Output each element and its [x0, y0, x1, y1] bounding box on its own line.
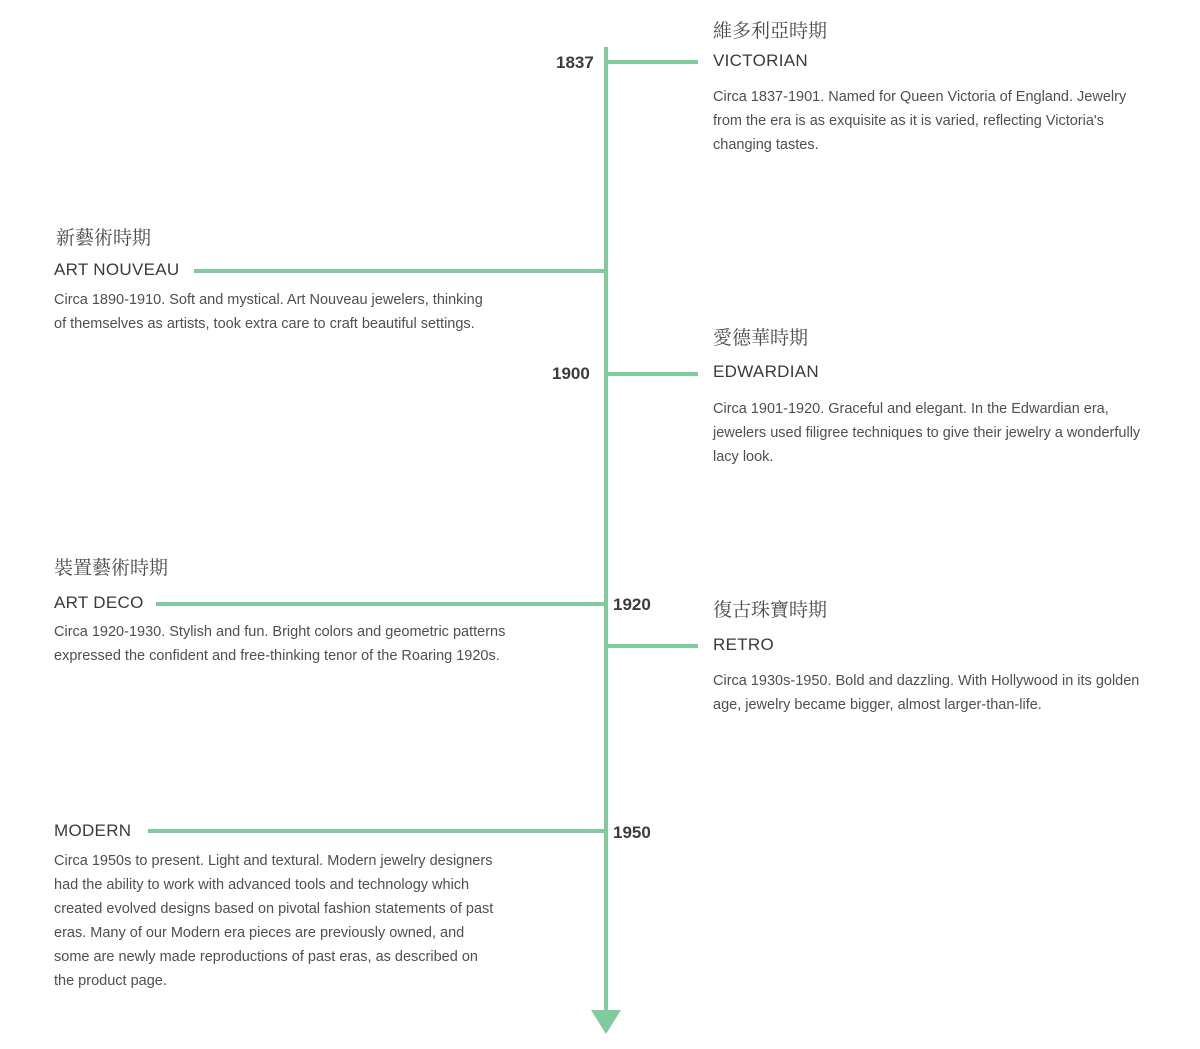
victorian-chinese-title: 維多利亞時期	[713, 20, 828, 42]
victorian-connector	[608, 60, 698, 64]
retro-connector	[608, 644, 698, 648]
modern-connector	[148, 829, 604, 833]
art-deco-chinese-title: 裝置藝術時期	[54, 557, 169, 579]
art-nouveau-title: ART NOUVEAU	[54, 260, 180, 279]
year-1950: 1950	[613, 823, 651, 842]
year-1920: 1920	[613, 595, 651, 614]
art-deco-description: Circa 1920-1930. Stylish and fun. Bright colors and geometric patterns expressed the confident and free-thinking tenor of the Roaring 1920s.	[54, 624, 506, 664]
victorian-title: VICTORIAN	[713, 51, 808, 70]
modern-title: MODERN	[54, 821, 132, 840]
art-nouveau-connector	[194, 269, 604, 273]
edwardian-description: Circa 1901-1920. Graceful and elegant. In the Edwardian era, jewelers used filigree techniques to give their jewelry a wonderfully lacy look.	[713, 401, 1141, 465]
timeline-arrow-down-icon	[591, 1010, 621, 1034]
art-nouveau-chinese-title: 新藝術時期	[56, 227, 152, 249]
year-1837: 1837	[556, 53, 594, 72]
victorian-description: Circa 1837-1901. Named for Queen Victoria of England. Jewelry from the era is as exquisite as it is varied, reflecting Victoria's changing tastes.	[713, 89, 1127, 153]
edwardian-chinese-title: 愛德華時期	[713, 327, 809, 349]
edwardian-connector	[608, 372, 698, 376]
retro-description: Circa 1930s-1950. Bold and dazzling. With Hollywood in its golden age, jewelry became bigger, almost larger-than-life.	[713, 673, 1140, 713]
timeline-axis	[604, 47, 608, 1012]
art-deco-connector	[156, 602, 604, 606]
modern-description: Circa 1950s to present. Light and textural. Modern jewelry designers had the ability to work with advanced tools and technology which created evolved designs based on pivotal fashion statements of past eras. Many of our Modern era pieces are previously owned, and some are newly made reproductions of past eras, as described on the product page.	[54, 853, 494, 989]
edwardian-title: EDWARDIAN	[713, 362, 819, 381]
art-deco-title: ART DECO	[54, 593, 144, 612]
retro-chinese-title: 復古珠寶時期	[713, 599, 828, 621]
retro-title: RETRO	[713, 635, 774, 654]
year-1900: 1900	[552, 364, 590, 383]
art-nouveau-description: Circa 1890-1910. Soft and mystical. Art Nouveau jewelers, thinking of themselves as artists, took extra care to craft beautiful settings.	[54, 292, 483, 332]
